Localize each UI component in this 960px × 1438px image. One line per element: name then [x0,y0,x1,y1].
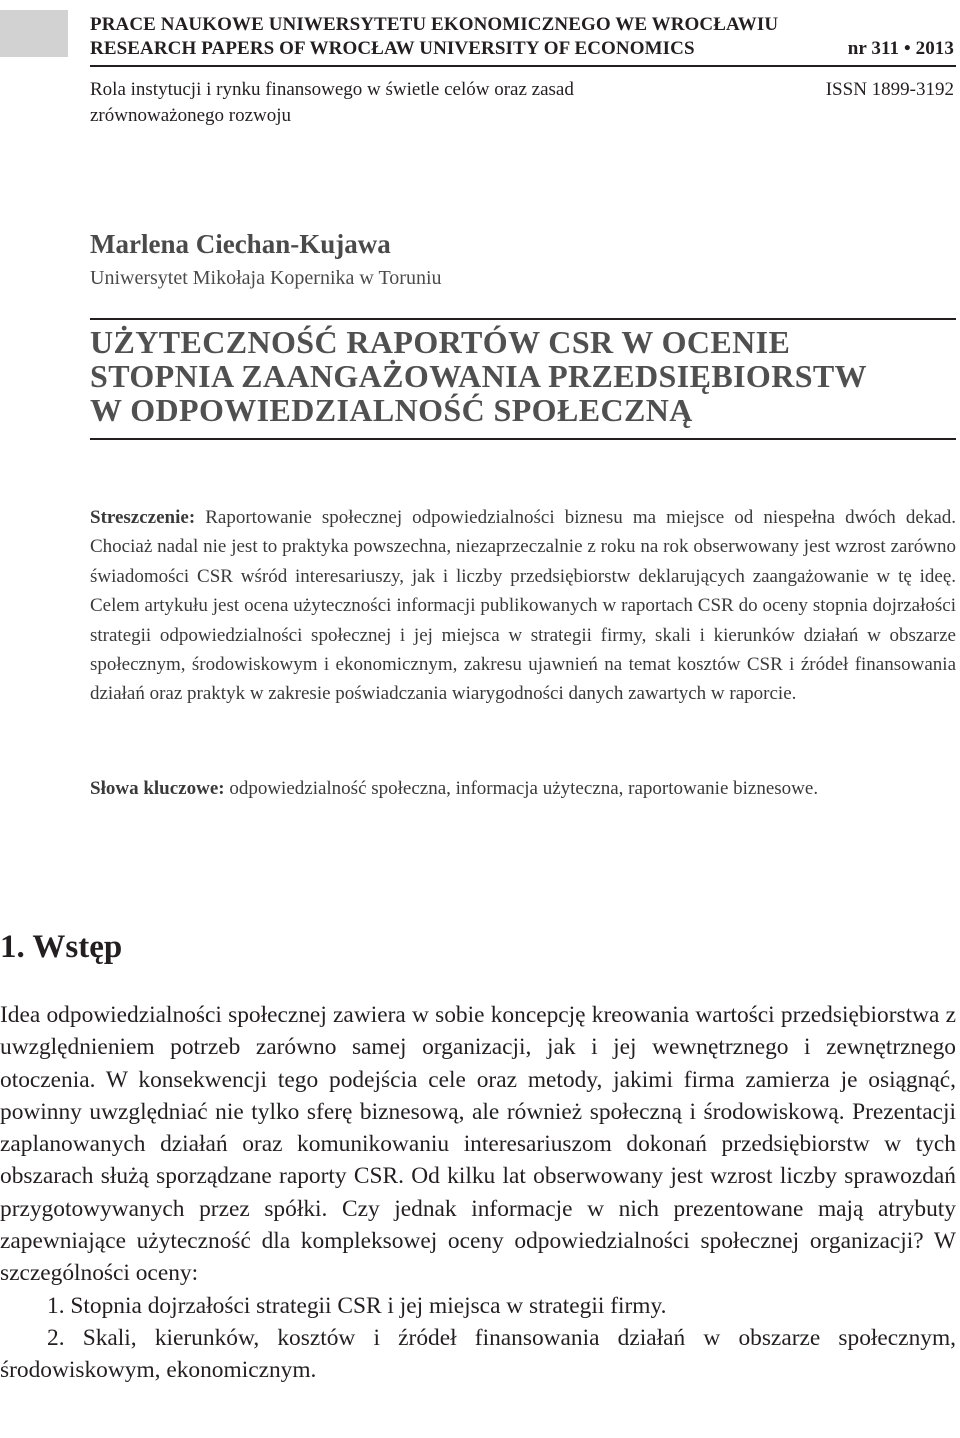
abstract-label: Streszczenie: [90,507,196,528]
series-title: Rola instytucji i rynku finansowego w świetle celów oraz zasad zrównoważonego rozwoju [90,79,574,126]
issn: ISSN 1899-3192 [825,79,954,100]
article-title [90,325,956,427]
title-line: STOPNIA ZAANGAŻOWANIA PRZEDSIĘBIORSTW [90,358,868,394]
title-line: W ODPOWIEDZIALNOŚĆ SPOŁECZNĄ [90,392,693,428]
title-line: UŻYTECZNOŚĆ RAPORTÓW CSR W OCENIE [90,324,791,360]
journal-header [90,13,954,61]
keywords-label: Słowa kluczowe: [90,778,225,799]
body-paragraph: Idea odpowiedzialności społecznej zawiera w sobie koncepcję kreowania wartości przedsiębiorstwa z uwzględnieniem potrzeb zarówno samej organizacji, jak i jej wewnętrznego i zewnętrznego otoczenia. W konsekwencji tego podejścia cele oraz metody, jakimi firma zamierza je osiągnąć, powinny uwzględniać nie tylko sferę biznesową, ale również społeczną i środowiskową. Prezentacji zaplanowanych działań oraz komunikowaniu interesariuszom dokonań przedsiębiorstw w tych obszarach służą sporządzane raporty CSR. Od kilku lat obserwowany jest wzrost liczby sprawozdań przygotowywanych przez spółki. Czy jednak informacje w nich prezentowane mają atrybuty zapewniające użyteczność dla kompleksowej oceny odpowiedzialności społecznej organizacji? W szczególności oceny: [0,1002,956,1287]
list-item: 1. Stopnia dojrzałości strategii CSR i jej miejsca w strategii firmy. [47,1292,667,1319]
journal-title-pl: PRACE NAUKOWE UNIWERSYTETU EKONOMICZNEGO WE WROCŁAWIU [90,14,779,35]
author-affiliation: Uniwersytet Mikołaja Kopernika w Toruniu [90,267,442,289]
question-list [0,1290,956,1387]
header-rule [90,65,956,67]
abstract [90,503,956,709]
title-rule-bottom [90,438,956,440]
abstract-text: Raportowanie społecznej odpowiedzialności biznesu ma miejsce od niespełna dwóch dekad. Chociaż nadal nie jest to praktyka powszechna, niezaprzeczalnie z roku na rok obserwowany jest wzrost zarówno świadomości CSR wśród interesariuszy, jak i liczby przedsiębiorstw deklarujących zaangażowanie w tę ideę. Celem artykułu jest ocena użyteczności informacji publikowanych w raportach CSR do oceny stopnia dojrzałości strategii odpowiedzialności społecznej i jej miejsca w strategii firmy, skali i kierunków działań w obszarze społecznym, środowiskowym i ekonomicznym, zakresu ujawnień na temat kosztów CSR i źródeł finansowania działań oraz praktyk w zakresie poświadczania wiarygodności danych zawartych w raporcie. [90,507,957,705]
journal-title-en: RESEARCH PAPERS OF WROCŁAW UNIVERSITY OF ECONOMICS [90,38,695,59]
keywords-text: odpowiedzialność społeczna, informacja użyteczna, raportowanie biznesowe. [229,778,819,799]
list-item: 2. Skali, kierunków, kosztów i źródeł finansowania działań w obszarze społecznym, środowiskowym, ekonomicznym. [0,1324,956,1384]
issue-number: nr 311 • 2013 [847,38,954,59]
header-gray-block [0,10,68,57]
title-rule-top [90,318,956,320]
section-body [0,999,956,1387]
author-name: Marlena Ciechan-Kujawa [90,229,391,259]
section-heading: 1. Wstęp [0,929,123,965]
keywords [90,774,956,803]
